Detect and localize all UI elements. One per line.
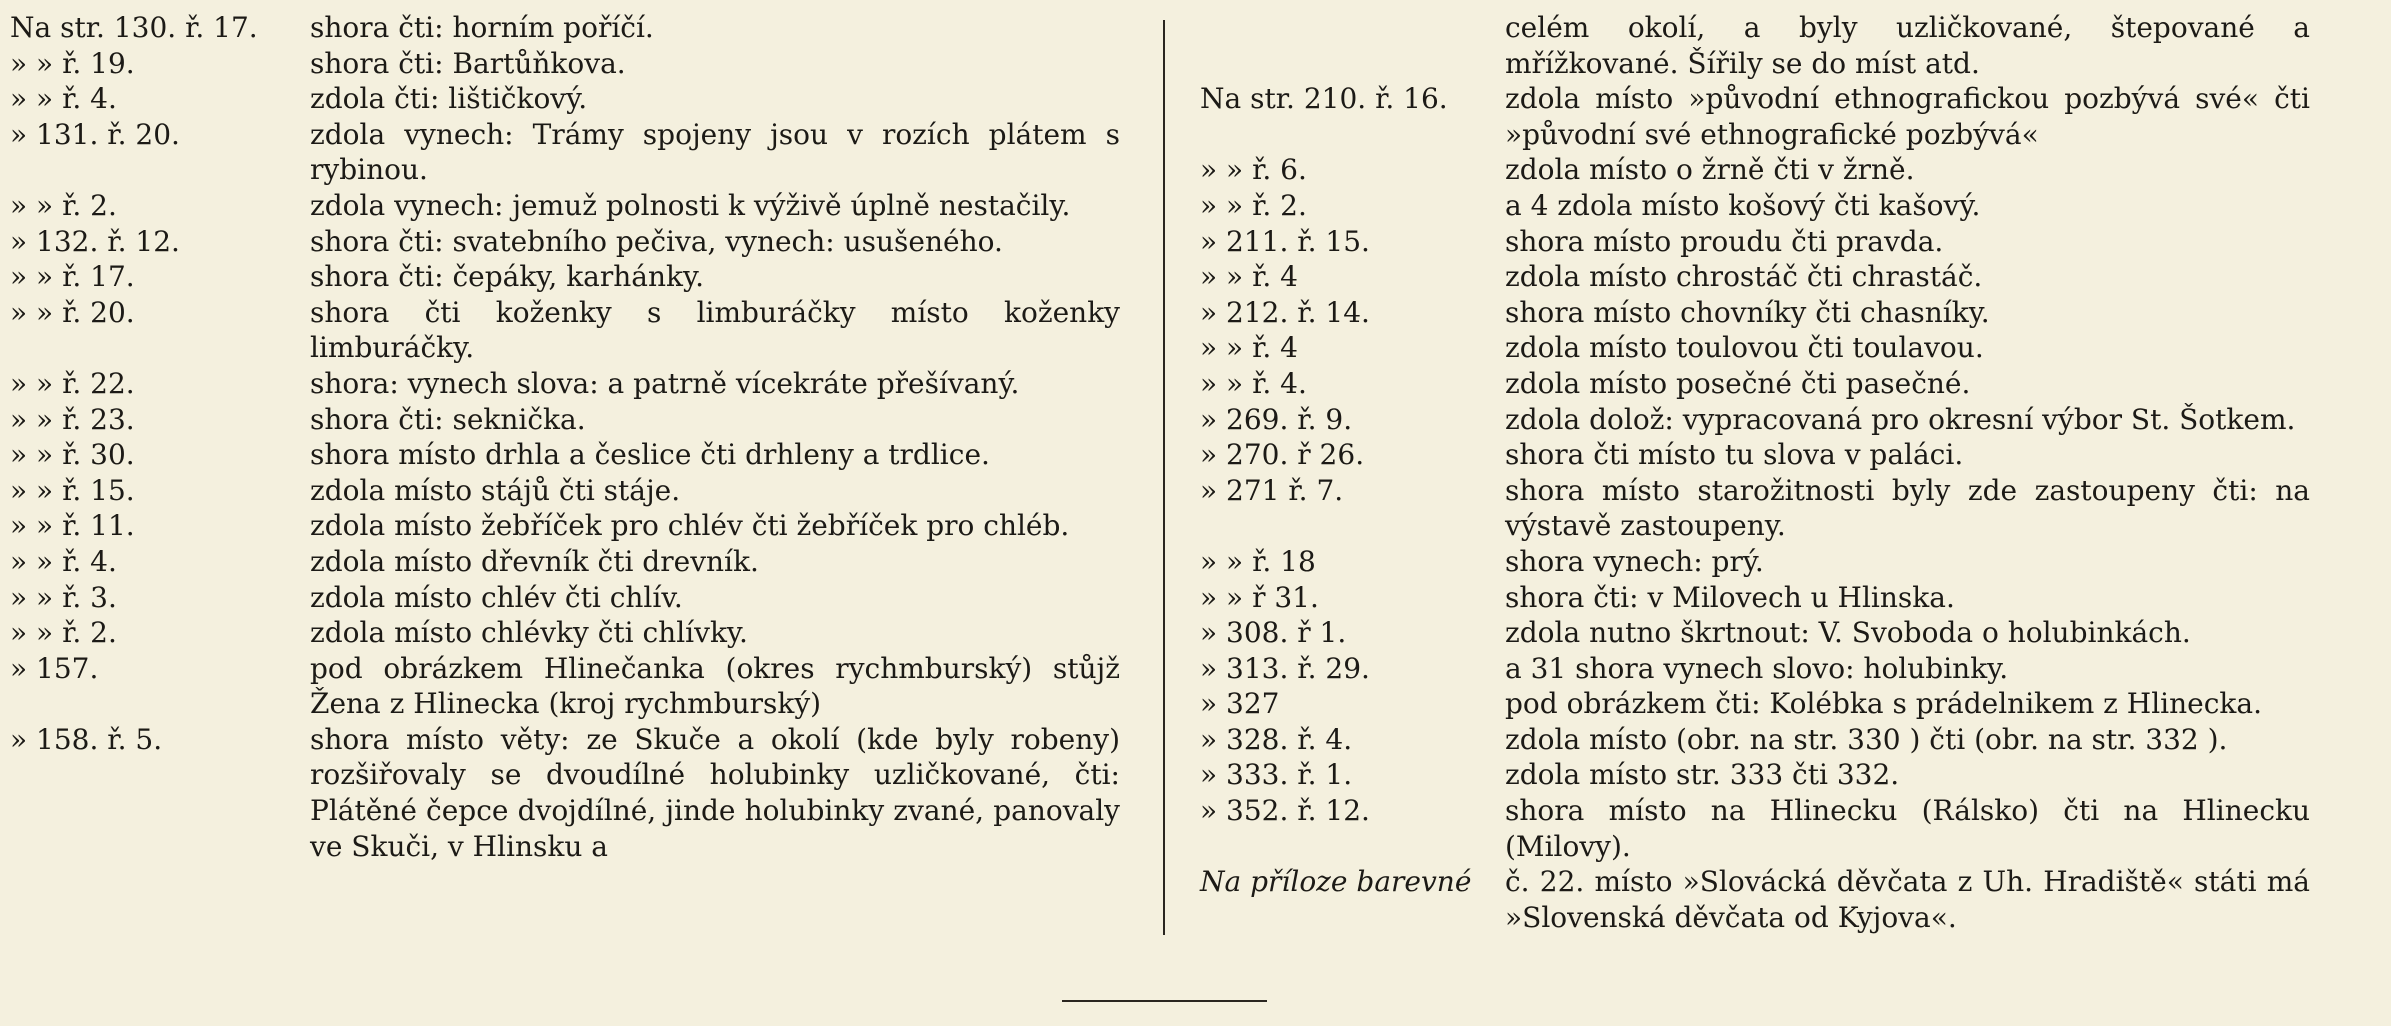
entry-correction: zdola místo chlévky čti chlívky. [310, 616, 748, 650]
entry-reference: » 131. ř. 20. [10, 117, 180, 151]
entry-correction: zdola místo str. 333 čti 332. [1505, 758, 1900, 792]
entry-reference: » 211. ř. 15. [1200, 224, 1370, 258]
errata-entry [1200, 651, 2310, 687]
entry-correction: shora čti koženky s limburáčky místo koženky limburáčky. [310, 295, 1120, 365]
entry-reference: » » ř. 2. [10, 188, 117, 222]
errata-entry [10, 544, 1120, 580]
errata-entry [1200, 295, 2310, 331]
entry-reference: » » ř. 22. [10, 366, 135, 400]
entry-reference: » » ř. 4. [10, 82, 117, 116]
errata-entry-plate [1200, 864, 2310, 935]
errata-entry [10, 402, 1120, 438]
errata-entry [10, 188, 1120, 224]
column-divider [1163, 20, 1165, 935]
errata-entry [10, 224, 1120, 260]
entry-reference: » » ř. 20. [10, 295, 135, 329]
entry-correction: zdola dolož: vypracovaná pro okresní výbor St. Šotkem. [1505, 402, 2296, 436]
entry-reference: » 327 [1200, 687, 1280, 721]
entry-reference: » » ř. 4. [10, 544, 117, 578]
entry-reference: » 157. [10, 651, 99, 685]
entry-reference: » » ř. 3. [10, 580, 117, 614]
entry-reference: Na příloze barevné [1200, 865, 1472, 899]
entry-reference: » » ř. 15. [10, 473, 135, 507]
entry-reference: » » ř. 4. [1200, 366, 1307, 400]
entry-correction: č. 22. místo »Slovácká děvčata z Uh. Hradiště« státi má »Slovenská děvčata od Kyjova«. [1505, 865, 2310, 934]
entry-correction: shora místo chovníky čti chasníky. [1505, 295, 1990, 329]
continuation-text: celém okolí, a byly uzličkované, štepované a mřížkované. Šířily se do míst atd. [1505, 11, 2310, 80]
entry-correction: shora čti: svatebního pečiva, vynech: usušeného. [310, 224, 1003, 258]
entry-correction: pod obrázkem čti: Kolébka s prádelnikem z Hlinecka. [1505, 687, 2262, 721]
entry-correction: shora místo starožitnosti byly zde zastoupeny čti: na výstavě zastoupeny. [1505, 473, 2310, 543]
entry-correction: shora: vynech slova: a patrně vícekráte přešívaný. [310, 366, 1020, 400]
entry-correction: zdola místo o žrně čti v žrně. [1505, 153, 1915, 187]
errata-entry [1200, 437, 2310, 473]
entry-reference: » » ř. 19. [10, 46, 135, 80]
entry-reference: » » ř. 6. [1200, 153, 1307, 187]
entry-reference: » » ř. 11. [10, 509, 135, 543]
errata-entry [10, 508, 1120, 544]
errata-entry [1200, 580, 2310, 616]
errata-entry [10, 46, 1120, 82]
errata-entry [10, 580, 1120, 616]
entry-correction: zdola místo stájů čti stáje. [310, 473, 681, 507]
entry-reference: » » ř. 4 [1200, 260, 1298, 294]
entry-reference: » » ř. 2. [10, 616, 117, 650]
errata-entry [1200, 224, 2310, 260]
entry-reference: » » ř. 17. [10, 260, 135, 294]
entry-reference: » 212. ř. 14. [1200, 295, 1370, 329]
entry-correction: a 31 shora vynech slovo: holubinky. [1505, 651, 2009, 685]
entry-correction: shora čti: čepáky, karhánky. [310, 260, 704, 294]
entry-correction: shora čti místo tu slova v paláci. [1505, 438, 1964, 472]
entry-correction: zdola místo chlév čti chlív. [310, 580, 683, 614]
errata-entry [1200, 544, 2310, 580]
entry-correction: shora čti: v Milovech u Hlinska. [1505, 580, 1955, 614]
entry-correction: zdola místo »původní ethnografickou pozbývá své« čti »původní své ethnografické pozbývá« [1505, 82, 2310, 151]
entry-correction: zdola nutno škrtnout: V. Svoboda o holubinkách. [1505, 616, 2191, 650]
continuation-entry [1200, 10, 2310, 81]
errata-entry [10, 722, 1120, 864]
entry-reference: » 269. ř. 9. [1200, 402, 1353, 436]
errata-right-column [1200, 10, 2310, 935]
errata-entry [10, 437, 1120, 473]
entry-reference: » 333. ř. 1. [1200, 758, 1353, 792]
errata-entry [1200, 615, 2310, 651]
entry-correction: pod obrázkem Hlinečanka (okres rychmburský) stůjž Žena z Hlinecka (kroj rychmburský) [310, 651, 1120, 721]
entry-reference: Na str. 130. ř. 17. [10, 11, 258, 44]
entry-reference: » 308. ř 1. [1200, 616, 1347, 650]
errata-entry [10, 651, 1120, 722]
entry-correction: zdola vynech: Trámy spojeny jsou v rozích plátem s rybinou. [310, 117, 1120, 187]
errata-entry [1200, 402, 2310, 438]
entry-reference-blank [1200, 10, 1505, 81]
errata-entry [1200, 152, 2310, 188]
entry-correction: zdola místo (obr. na str. 330 ) čti (obr. na str. 332 ). [1505, 722, 2228, 756]
errata-entry [1200, 259, 2310, 295]
entry-correction: zdola místo toulovou čti toulavou. [1505, 331, 1984, 365]
end-rule [1062, 1000, 1267, 1002]
entry-correction: zdola místo posečné čti pasečné. [1505, 366, 1971, 400]
entry-reference: » » ř. 30. [10, 438, 135, 472]
entry-correction: shora místo drhla a česlice čti drhleny a trdlice. [310, 438, 990, 472]
entry-reference: » 313. ř. 29. [1200, 651, 1370, 685]
entry-reference: » » ř. 18 [1200, 544, 1316, 578]
entry-correction: shora čti: Bartůňkova. [310, 46, 626, 80]
entry-correction: zdola vynech: jemuž polnosti k výživě úplně nestačily. [310, 188, 1071, 222]
entry-reference: » » ř 31. [1200, 580, 1319, 614]
entry-reference: » 271 ř. 7. [1200, 473, 1344, 507]
errata-entry [1200, 366, 2310, 402]
entry-correction: a 4 zdola místo košový čti kašový. [1505, 188, 1981, 222]
entry-correction: shora vynech: prý. [1505, 544, 1764, 578]
errata-entry [10, 473, 1120, 509]
entry-reference: » 270. ř 26. [1200, 438, 1365, 472]
entry-reference: Na str. 210. ř. 16. [1200, 82, 1448, 116]
errata-entry [1200, 757, 2310, 793]
errata-entry [1200, 188, 2310, 224]
entry-reference: » 158. ř. 5. [10, 722, 163, 756]
entry-correction: shora místo proudu čti pravda. [1505, 224, 1944, 258]
errata-entry [1200, 793, 2310, 864]
errata-entry [1200, 81, 2310, 152]
entry-correction: shora místo na Hlinecku (Rálsko) čti na Hlinecku (Milovy). [1505, 794, 2310, 863]
errata-entry [1200, 330, 2310, 366]
errata-entry [10, 295, 1120, 366]
errata-entry [10, 259, 1120, 295]
errata-entry [10, 81, 1120, 117]
errata-entry [1200, 473, 2310, 544]
entry-reference: » » ř. 23. [10, 402, 135, 436]
entry-reference: » » ř. 4 [1200, 331, 1298, 365]
entry-correction: zdola čti: lištičkový. [310, 82, 588, 116]
errata-entry [10, 366, 1120, 402]
entry-correction: zdola místo chrostáč čti chrastáč. [1505, 260, 1983, 294]
errata-left-column [10, 10, 1120, 864]
entry-correction: shora čti: seknička. [310, 402, 586, 436]
errata-entry [10, 10, 1120, 46]
entry-correction: shora místo věty: ze Skuče a okolí (kde byly robeny) rozšiřovaly se dvoudílné holubinky uzličkované, čti: Plátěné čepce dvojdílné, jinde holubinky zvané, panovaly ve Skuči, v Hlinsku a [310, 722, 1120, 863]
entry-reference: » 328. ř. 4. [1200, 722, 1353, 756]
entry-correction: zdola místo žebříček pro chlév čti žebříček pro chléb. [310, 509, 1070, 543]
errata-entry [10, 615, 1120, 651]
entry-correction: shora čti: horním poříčí. [310, 11, 654, 44]
errata-entry [10, 117, 1120, 188]
entry-reference: » » ř. 2. [1200, 188, 1307, 222]
errata-entry [1200, 722, 2310, 758]
entry-correction: zdola místo dřevník čti drevník. [310, 544, 759, 578]
entry-reference: » 352. ř. 12. [1200, 794, 1370, 828]
entry-reference: » 132. ř. 12. [10, 224, 180, 258]
errata-entry [1200, 686, 2310, 722]
